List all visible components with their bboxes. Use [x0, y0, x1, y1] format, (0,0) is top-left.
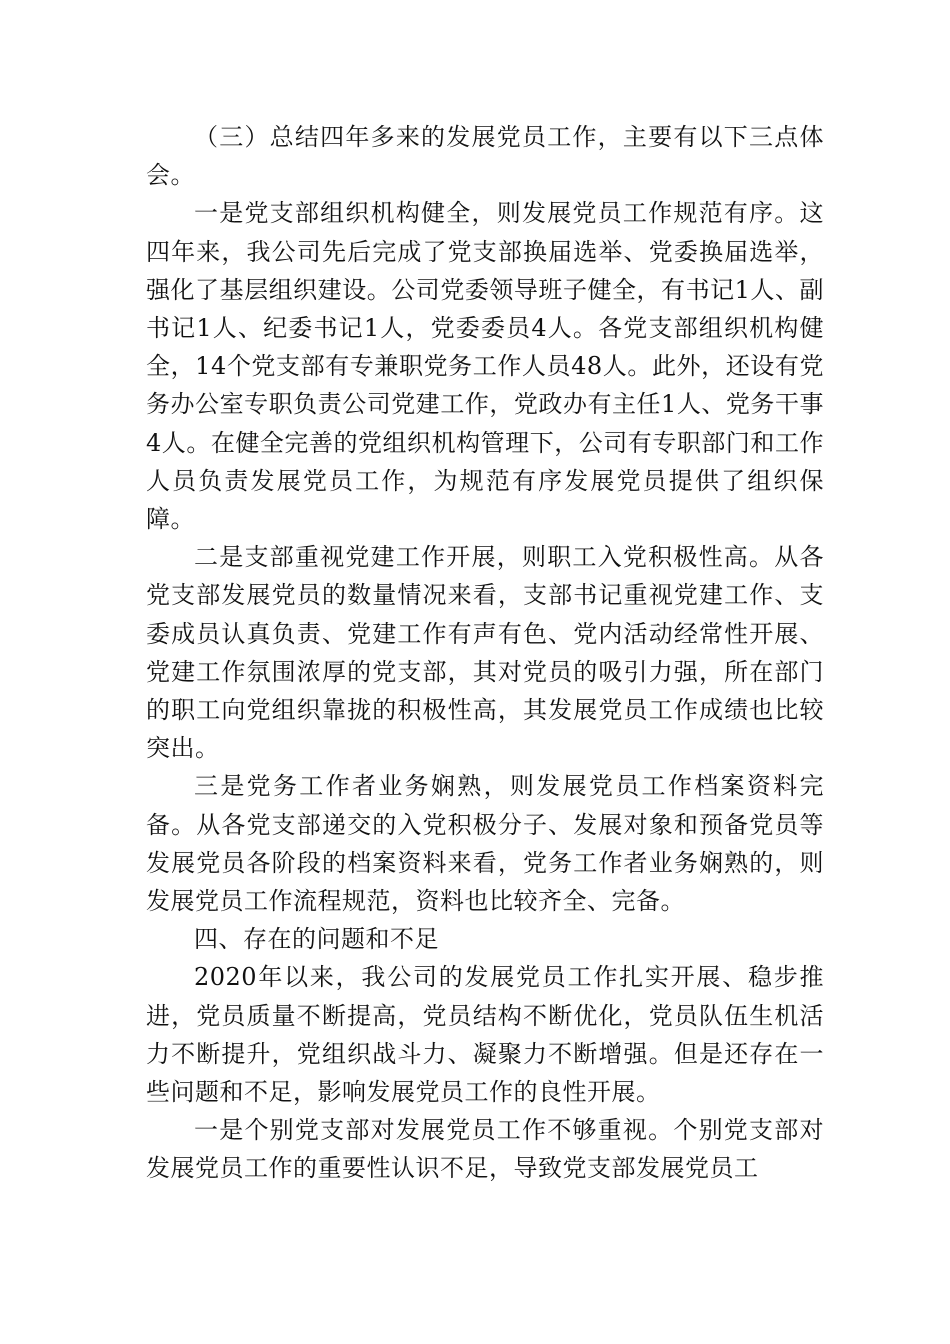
- paragraph-problems-intro: 2020年以来，我公司的发展党员工作扎实开展、稳步推进，党员质量不断提高，党员结构不断优化，党员队伍生机活力不断提升，党组织战斗力、凝聚力不断增强。但是还存在一些问题和不足，影响发展党员工作的良性开展。: [146, 963, 824, 1107]
- document-body: [146, 118, 824, 1188]
- section-heading-problems: 四、存在的问题和不足: [194, 925, 439, 954]
- paragraph-point-one: 一是党支部组织机构健全，则发展党员工作规范有序。这四年来，我公司先后完成了党支部换届选举、党委换届选举，强化了基层组织建设。公司党委领导班子健全，有书记1人、副书记1人、纪委书记1人，党委委员4人。各党支部组织机构健全，14个党支部有专兼职党务工作人员48人。此外，还设有党务办公室专职负责公司党建工作，党政办有主任1人、党务干事4人。在健全完善的党组织机构管理下，公司有专职部门和工作人员负责发展党员工作，为规范有序发展党员提供了组织保障。: [146, 199, 824, 534]
- paragraph-point-two: 二是支部重视党建工作开展，则职工入党积极性高。从各党支部发展党员的数量情况来看，支部书记重视党建工作、支委成员认真负责、党建工作有声有色、党内活动经常性开展、党建工作氛围浓厚的党支部，其对党员的吸引力强，所在部门的职工向党组织靠拢的积极性高，其发展党员工作成绩也比较突出。: [146, 543, 824, 763]
- paragraph-problem-one: 一是个别党支部对发展党员工作不够重视。个别党支部对发展党员工作的重要性认识不足，导致党支部发展党员工: [146, 1116, 824, 1183]
- paragraph-summary-intro: （三）总结四年多来的发展党员工作，主要有以下三点体会。: [146, 123, 824, 190]
- paragraph-point-three: 三是党务工作者业务娴熟，则发展党员工作档案资料完备。从各党支部递交的入党积极分子、发展对象和预备党员等发展党员各阶段的档案资料来看，党务工作者业务娴熟的，则发展党员工作流程规范，资料也比较齐全、完备。: [146, 772, 824, 916]
